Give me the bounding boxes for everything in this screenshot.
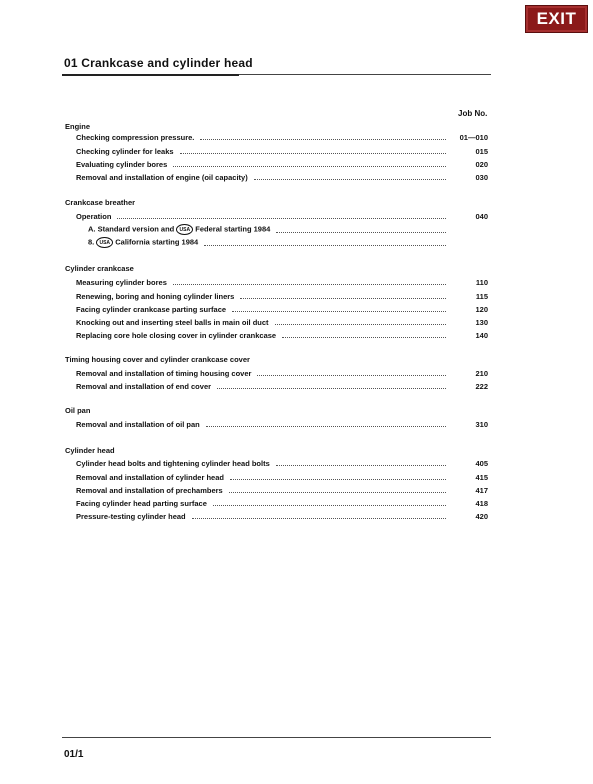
dot-leader <box>240 297 446 299</box>
entry-label: Removal and installation of prechambers <box>76 486 223 495</box>
entry-label: Renewing, boring and honing cylinder liners <box>76 292 235 301</box>
toc-entry[interactable] <box>76 303 488 314</box>
dot-leader <box>257 374 446 376</box>
exit-button[interactable]: EXIT <box>525 5 588 33</box>
toc-entry[interactable] <box>76 418 488 429</box>
dot-leader <box>282 336 446 338</box>
entry-job-number: 420 <box>475 512 488 521</box>
entry-job-number: 405 <box>475 459 488 468</box>
entry-job-number: 120 <box>475 305 488 314</box>
entry-job-number: 030 <box>475 173 488 182</box>
section-title-oil-pan: Oil pan <box>65 406 91 415</box>
entry-label: Removal and installation of engine (oil capacity) <box>76 173 248 182</box>
dot-leader <box>117 217 446 219</box>
toc-entry[interactable] <box>76 457 488 468</box>
usa-badge-icon: USA <box>96 237 113 248</box>
dot-leader <box>173 283 446 285</box>
toc-subentry[interactable] <box>88 237 488 248</box>
entry-job-number: 020 <box>475 160 488 169</box>
entry-label <box>88 237 200 248</box>
dot-leader <box>200 138 446 140</box>
entry-label: Knocking out and inserting steel balls in main oil duct <box>76 318 269 327</box>
entry-label: Operation <box>76 212 112 221</box>
title-underline <box>62 74 239 76</box>
toc-entry[interactable] <box>76 380 488 391</box>
entry-label: Removal and installation of timing housing cover <box>76 369 252 378</box>
toc-entry[interactable] <box>76 471 488 482</box>
entry-job-number: 115 <box>475 292 488 301</box>
toc-entry[interactable] <box>76 145 488 156</box>
toc-subentry[interactable] <box>88 224 488 235</box>
entry-label: Checking compression pressure. <box>76 133 195 142</box>
entry-job-number: 222 <box>475 382 488 391</box>
section-title-cylinder-head: Cylinder head <box>65 446 115 455</box>
dot-leader <box>173 165 446 167</box>
dot-leader <box>276 464 446 466</box>
entry-label: Replacing core hole closing cover in cylinder crankcase <box>76 331 277 340</box>
dot-leader <box>229 491 446 493</box>
entry-job-number: 418 <box>475 499 488 508</box>
toc-entry[interactable] <box>76 367 488 378</box>
entry-label: Facing cylinder head parting surface <box>76 499 207 508</box>
dot-leader <box>232 310 446 312</box>
entry-job-number: 130 <box>475 318 488 327</box>
entry-label-prefix: A. Standard version and <box>88 224 175 234</box>
entry-job-number: 110 <box>475 278 488 287</box>
entry-label-suffix: California starting 1984 <box>115 237 199 247</box>
dot-leader <box>230 478 446 480</box>
header-rule <box>239 74 491 75</box>
dot-leader <box>180 152 446 154</box>
toc-entry[interactable] <box>76 316 488 327</box>
section-title-cylinder-crankcase: Cylinder crankcase <box>65 264 134 273</box>
entry-label: Evaluating cylinder bores <box>76 160 168 169</box>
dot-leader <box>206 425 446 427</box>
dot-leader <box>276 231 446 233</box>
section-title-timing-housing: Timing housing cover and cylinder crankcase cover <box>65 355 250 364</box>
entry-label: Checking cylinder for leaks <box>76 147 174 156</box>
entry-label: Facing cylinder crankcase parting surface <box>76 305 227 314</box>
section-title-engine: Engine <box>65 122 91 131</box>
toc-entry[interactable] <box>76 510 488 521</box>
toc-entry[interactable] <box>76 290 488 301</box>
toc-entry[interactable] <box>76 497 488 508</box>
entry-job-number: 417 <box>475 486 488 495</box>
entry-job-number: 140 <box>475 331 488 340</box>
dot-leader <box>217 387 446 389</box>
entry-label: Removal and installation of end cover <box>76 382 212 391</box>
entry-job-number: 210 <box>475 369 488 378</box>
toc-entry[interactable] <box>76 131 488 142</box>
entry-label-prefix: 8. <box>88 237 95 247</box>
page-title: 01 Crankcase and cylinder head <box>64 56 253 70</box>
dot-leader <box>204 244 446 246</box>
dot-leader <box>275 323 446 325</box>
dot-leader <box>192 517 446 519</box>
toc-entry[interactable] <box>76 210 488 221</box>
toc-entry[interactable] <box>76 276 488 287</box>
entry-label: Pressure-testing cylinder head <box>76 512 186 521</box>
footer-rule <box>62 737 491 738</box>
page-number: 01/1 <box>64 749 84 760</box>
usa-badge-icon: USA <box>176 224 193 235</box>
entry-label: Cylinder head bolts and tightening cylinder head bolts <box>76 459 270 468</box>
dot-leader <box>213 504 446 506</box>
entry-label: Measuring cylinder bores <box>76 278 167 287</box>
section-title-crankcase-breather: Crankcase breather <box>65 198 136 207</box>
entry-label: Removal and installation of cylinder head <box>76 473 224 482</box>
dot-leader <box>254 178 446 180</box>
entry-job-number: 040 <box>475 212 488 221</box>
entry-job-number: 310 <box>475 420 488 429</box>
entry-job-number: 415 <box>475 473 488 482</box>
toc-entry[interactable] <box>76 484 488 495</box>
entry-label <box>88 224 272 235</box>
toc-entry[interactable] <box>76 171 488 182</box>
entry-job-number: 015 <box>475 147 488 156</box>
entry-job-number: 01—010 <box>459 133 488 142</box>
job-no-column-header: Job No. <box>458 109 488 118</box>
entry-label-suffix: Federal starting 1984 <box>195 224 271 234</box>
toc-entry[interactable] <box>76 158 488 169</box>
toc-entry[interactable] <box>76 329 488 340</box>
entry-label: Removal and installation of oil pan <box>76 420 200 429</box>
